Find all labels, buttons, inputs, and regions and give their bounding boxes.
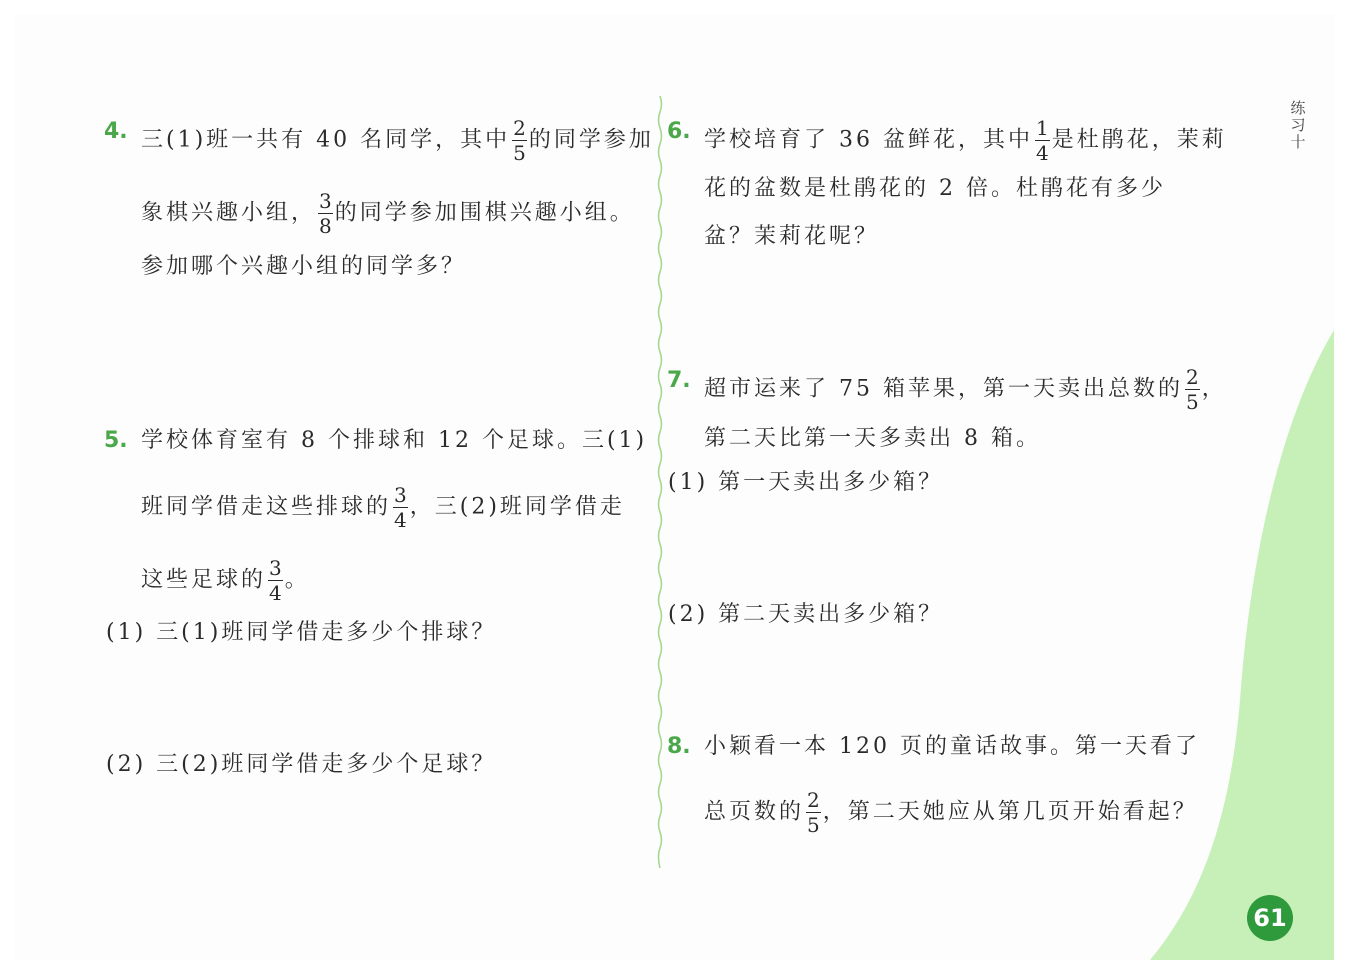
question-7-line-2: 第二天比第一天多卖出 8 箱。 bbox=[704, 426, 1041, 451]
fraction bbox=[318, 190, 333, 237]
text-segment: 的同学参加围棋兴趣小组。 bbox=[334, 200, 635, 226]
question-5-sub-1: (1) 三(1)班同学借走多少个排球？ bbox=[106, 620, 497, 645]
fraction bbox=[1035, 117, 1050, 164]
question-5-number: 5. bbox=[104, 428, 128, 453]
fraction bbox=[393, 484, 408, 531]
question-7-number: 7. bbox=[667, 368, 691, 393]
text-segment: ， bbox=[1201, 376, 1227, 402]
text-segment: 总页数的 bbox=[704, 799, 805, 825]
question-8-line-2 bbox=[704, 789, 1198, 836]
fraction-part: 5 bbox=[513, 141, 526, 165]
question-5-line-3 bbox=[141, 557, 310, 604]
question-5-line-2 bbox=[141, 484, 625, 531]
question-8-number: 8. bbox=[667, 734, 691, 759]
text-segment: 是杜鹃花，茉莉 bbox=[1051, 127, 1227, 153]
question-6-line-2: 花的盆数是杜鹃花的 2 倍。杜鹃花有多少 bbox=[704, 176, 1166, 201]
fraction-part: 5 bbox=[807, 813, 820, 837]
fraction-part: 1 bbox=[1035, 116, 1049, 140]
fraction-part: 8 bbox=[319, 214, 332, 238]
text-segment: 这些足球的 bbox=[141, 567, 267, 593]
text-segment: 班同学借走这些排球的 bbox=[141, 494, 392, 520]
text-segment: ，第二天她应从第几页开始看起？ bbox=[822, 799, 1198, 825]
fraction-part: 3 bbox=[269, 556, 282, 580]
fraction-part: 2 bbox=[513, 116, 526, 140]
fraction bbox=[1185, 366, 1200, 413]
fraction-part: 4 bbox=[394, 508, 407, 532]
question-7-sub-1: (1) 第一天卖出多少箱？ bbox=[668, 470, 944, 495]
fraction bbox=[512, 117, 527, 164]
page-number-badge: 61 bbox=[1247, 895, 1293, 941]
section-label-char: 练 bbox=[1290, 99, 1306, 117]
section-label-char: 习 bbox=[1290, 116, 1306, 134]
question-4-line-1 bbox=[141, 117, 654, 164]
text-segment: 象棋兴趣小组， bbox=[141, 200, 317, 226]
question-6-line-3: 盆？茉莉花呢？ bbox=[704, 224, 880, 249]
question-5-line-1: 学校体育室有 8 个排球和 12 个足球。三(1) bbox=[141, 428, 648, 453]
question-6-number: 6. bbox=[667, 119, 691, 144]
text-segment: 三(1)班一共有 40 名同学，其中 bbox=[141, 127, 511, 153]
text-segment: 的同学参加 bbox=[528, 127, 654, 153]
question-6-line-1 bbox=[704, 117, 1227, 164]
fraction-part: 4 bbox=[269, 581, 282, 605]
fraction bbox=[268, 557, 283, 604]
question-7-sub-2: (2) 第二天卖出多少箱？ bbox=[668, 602, 944, 627]
text-segment: 学校培育了 36 盆鲜花，其中 bbox=[704, 127, 1033, 153]
section-label-char: 十 bbox=[1290, 133, 1306, 151]
question-4-line-3: 参加哪个兴趣小组的同学多？ bbox=[141, 254, 467, 279]
question-4-line-2 bbox=[141, 190, 635, 237]
fraction-part: 2 bbox=[807, 788, 820, 812]
text-segment: 。 bbox=[284, 567, 310, 593]
question-4-number: 4. bbox=[104, 119, 128, 144]
fraction-part: 5 bbox=[1185, 390, 1199, 414]
fraction-part: 4 bbox=[1035, 141, 1049, 165]
column-divider bbox=[656, 96, 664, 868]
text-segment: 超市运来了 75 箱苹果，第一天卖出总数的 bbox=[704, 376, 1183, 402]
fraction-part: 2 bbox=[1185, 365, 1199, 389]
fraction-part: 3 bbox=[319, 189, 332, 213]
fraction-part: 3 bbox=[394, 483, 407, 507]
question-5-sub-2: (2) 三(2)班同学借走多少个足球？ bbox=[106, 752, 497, 777]
question-7-line-1 bbox=[704, 366, 1227, 413]
text-segment: ，三(2)班同学借走 bbox=[409, 494, 625, 520]
question-8-line-1: 小颖看一本 120 页的童话故事。第一天看了 bbox=[704, 734, 1200, 759]
fraction bbox=[806, 789, 821, 836]
section-label bbox=[1288, 100, 1308, 151]
